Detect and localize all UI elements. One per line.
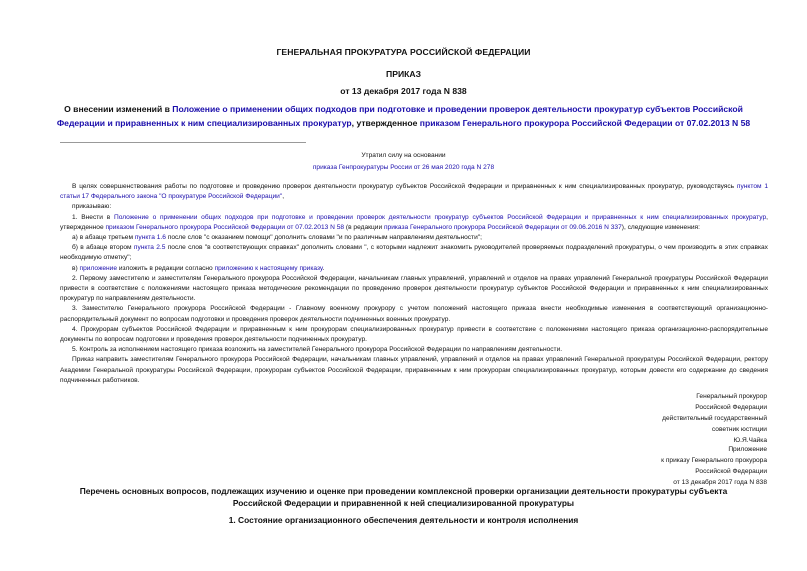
paragraph-1 [60,213,768,233]
p1v-text-b: изложить в редакции согласно [117,264,215,272]
appendix-link[interactable]: приложение [79,264,118,272]
title-middle: , утвержденное [351,118,420,128]
p1-edition-link[interactable]: приказа Генерального прокурора Российской Федерации от 09.06.2016 N 337 [383,223,622,231]
signature-line-2: Российской Федерации [695,404,767,411]
signature-line-4: советник юстиции [711,426,767,433]
paragraph-4: 4. Прокурорам субъектов Российской Федерации и приравненным к ним прокурорам специализированных прокуратур привести в соответствие с положениями настоящего приказа организационно-распорядительные документы по вопросам подготовки и проведения проверок деятельности подчиненных прокуратур. [60,325,768,344]
document-body [60,182,768,386]
p1v-text-c: . [322,264,325,272]
signature-block [567,391,767,446]
p1-order-link[interactable]: приказом Генерального прокурора Российской Федерации от 07.02.2013 N 58 [105,223,345,231]
paragraph-order [60,202,768,212]
section-title: 1. Состояние организационного обеспечения деятельности и контроля исполнения [228,515,579,525]
paragraph-1a [60,233,768,243]
appendix-line-1: Приложение [728,446,767,453]
org-heading: ГЕНЕРАЛЬНАЯ ПРОКУРАТУРА РОССИЙСКОЙ ФЕДЕРАЦИИ [276,47,531,57]
signature-line-3: действительный государственный [662,415,767,422]
signature-line-1: Генеральный прокурор [696,393,767,400]
signature-name: Ю.Я.Чайка [733,437,767,444]
paragraph-5: 5. Контроль за исполнением настоящего приказа возложить на заместителей Генерального прокурора Российской Федерации по направлениям деятельности. [72,346,563,354]
title-regulation-link[interactable]: Положение о применении общих подходов при подготовке и проведении проверок деятельности прокуратур субъектов Российской Федерации и приравненных к ним специализированных прокуратур [56,104,743,128]
lost-force-label: Утратил силу на основании [361,152,446,159]
paragraph-1b [60,243,768,263]
point-1-6-link[interactable]: пункта 1.6 [134,234,166,242]
appendix-block [567,444,767,488]
appendix-line-2: к приказу Генерального прокурора [661,457,767,464]
title-order-link[interactable]: приказом Генерального прокурора Российской Федерации от 07.02.2013 N 58 [419,118,751,128]
p1-text-b: , утвержденное [60,213,768,231]
point-2-5-link[interactable]: пункта 2.5 [133,244,166,252]
order-word: приказываю: [72,203,112,211]
date-number-heading: от 13 декабря 2017 года N 838 [340,86,467,96]
preamble-comma: , [282,193,285,201]
p1-regulation-link[interactable]: Положение о применении общих подходов при подготовке и проведении проверок деятельности прокуратур субъектов Российской Федерации и приравненных к ним специализированных прокуратур [113,213,767,221]
paragraph-preamble [60,182,768,202]
lost-force-link[interactable]: приказа Генпрокуратуры России от 26 мая 2020 года N 278 [312,164,495,171]
appendix-line-3: Российской Федерации [695,468,767,475]
divider [60,142,306,143]
paragraph-3: 3. Заместителю Генерального прокурора Российской Федерации - Главному военному прокурору с учетом положений настоящего приказа внести необходимые изменения в соответствующий организационно-распорядительный документ по вопросам подготовки и проведения проверок деятельности подчиненных военных прокуратур. [60,305,768,323]
p1-text-a: 1. Внести в [72,213,114,221]
lost-force-block [0,163,807,173]
list-title: Перечень основных вопросов, подлежащих изучению и оценке при проведении комплексной проверки организации деятельности прокуратуры субъекта Российской Федерации и приравненной к ней специализированной прокуратуры [79,486,728,508]
p1v-text-a: в) [72,264,80,272]
document-title [40,102,767,130]
p1b-text-a: б) в абзаце втором [72,244,134,252]
order-appendix-link[interactable]: приложению к настоящему приказу [214,264,323,272]
doc-type-heading: ПРИКАЗ [386,69,421,79]
paragraph-1v [60,264,768,274]
paragraph-2: 2. Первому заместителю и заместителям Генерального прокурора Российской Федерации, начальникам главных управлений, управлений и отделов на правах управлений Генеральной прокуратуры Российской Федерации привести в соответствие с положениями настоящего приказа методические рекомендации по проведению проверок деятельности прокуратур субъектов Российской Федерации и приравненных к ним специализированных прокуратур по направлениям деятельности. [60,274,768,303]
p1a-text-b: после слов "с оказанием помощи" дополнить словами "и по различным направлениям деятельности"; [165,234,482,242]
p1b-text-b: после слов "в соответствующих справках" дополнить словами ", с которыми надлежит знакомить руководителей проверяемых подразделений прокуратуры, о чем производить в этих справках необходимую отметку"; [60,244,768,262]
p1-text-d: ), следующие изменения: [621,223,700,231]
preamble-text: В целях совершенствования работы по подготовке и проведению проверок деятельности прокуратур субъектов Российской Федерации и приравненных к ним специализированных прокуратур, руководствуясь [72,183,737,190]
paragraph-distribution: Приказ направить заместителям Генерального прокурора Российской Федерации, начальникам главных управлений, управлений и отделов на правах управлений Генеральной прокуратуры Российской Федерации, ректору Академии Генеральной прокуратуры Российской Федерации, прокурорам субъектов Российской Федерации, приравненным к ним прокурорам специализированных прокуратур, которым довести его содержание до сведения подчиненных работников. [60,356,768,384]
p1a-text-a: а) в абзаце третьем [72,234,135,242]
title-prefix: О внесении изменений в [64,104,173,114]
p1-text-c: (в редакции [344,223,384,231]
appendix-line-4: от 13 декабря 2017 года N 838 [673,479,767,486]
law-article-link[interactable]: пунктом 1 статьи 17 Федерального закона "О прокуратуре Российской Федерации" [60,183,768,201]
